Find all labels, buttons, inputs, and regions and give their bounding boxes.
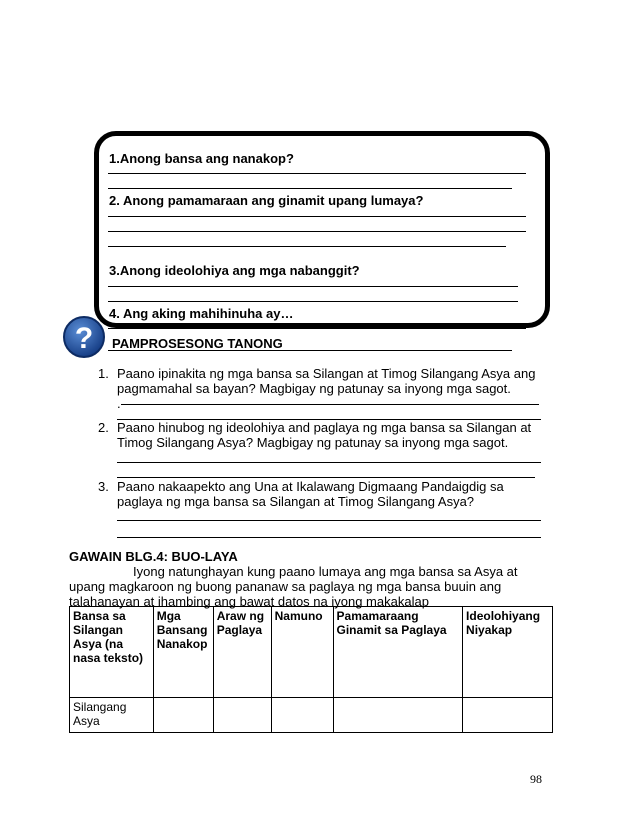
answer-line <box>108 286 518 287</box>
answer-lead: . <box>117 396 121 411</box>
question-number: 2. <box>98 420 109 435</box>
answer-line <box>121 404 539 405</box>
header-cell: Ideolohiyang Niyakap <box>463 607 553 698</box>
header-cell: Pamamaraang Ginamit sa Paglaya <box>333 607 463 698</box>
answer-line <box>108 328 526 329</box>
answer-line <box>108 188 512 189</box>
header-cell: Bansa sa Silangan Asya (na nasa teksto) <box>70 607 154 698</box>
processing-question-3: Paano nakaapekto ang Una at Ikalawang Digmaang Pandaigdig sa paglaya ng mga bansa sa Silangan at Timog Silangang Asya? <box>117 479 504 509</box>
answer-line <box>117 477 535 478</box>
section-title: PAMPROSESONG TANONG <box>112 336 283 351</box>
table-row <box>70 698 553 733</box>
svg-text:?: ? <box>74 322 94 355</box>
answer-line <box>117 537 541 538</box>
title-underline <box>108 350 512 351</box>
answer-line <box>117 520 541 521</box>
processing-question-2: Paano hinubog ng ideolohiya and paglaya ng mga bansa sa Silangan at Timog Silangang Asya? Magbigay ng patunay sa inyong mga sagot. <box>117 420 532 450</box>
box-question-4: 4. Ang aking mahihinuha ay… <box>109 306 294 321</box>
table-cell[interactable] <box>153 698 213 733</box>
table-cell[interactable] <box>463 698 553 733</box>
gawain-title: GAWAIN BLG.4: BUO-LAYA <box>69 549 238 564</box>
answer-line <box>117 462 541 463</box>
question-number: 1. <box>98 366 109 381</box>
table-cell[interactable] <box>333 698 463 733</box>
table-cell[interactable]: Silangang Asya <box>70 698 154 733</box>
header-cell: Mga Bansang Nanakop <box>153 607 213 698</box>
answer-line <box>108 246 506 247</box>
table-cell[interactable] <box>271 698 333 733</box>
data-table <box>69 606 553 733</box>
answer-line <box>108 173 526 174</box>
answer-line <box>108 216 526 217</box>
box-question-1: 1.Anong bansa ang nanakop? <box>109 151 294 166</box>
header-cell: Namuno <box>271 607 333 698</box>
answer-line <box>108 301 518 302</box>
question-number: 3. <box>98 479 109 494</box>
page-number: 98 <box>530 772 542 786</box>
header-cell: Araw ng Paglaya <box>213 607 271 698</box>
processing-question-1: Paano ipinakita ng mga bansa sa Silangan at Timog Silangang Asya ang pagmamahal sa bayan? Magbigay ng patunay sa inyong mga sagot. <box>117 366 536 396</box>
answer-line <box>108 231 526 232</box>
table-header-row <box>70 607 553 698</box>
table-cell[interactable] <box>213 698 271 733</box>
box-question-3: 3.Anong ideolohiya ang mga nabanggit? <box>109 263 360 278</box>
gawain-paragraph: Iyong natunghayan kung paano lumaya ang mga bansa sa Asya at upang magkaroon ng buong pananaw sa paglaya ng mga bansa buuin ang talahanayan at ihambing ang bawat datos na iyong makakalap <box>69 564 518 609</box>
question-mark-icon <box>62 315 106 359</box>
box-question-2: 2. Anong pamamaraan ang ginamit upang lumaya? <box>109 193 424 208</box>
